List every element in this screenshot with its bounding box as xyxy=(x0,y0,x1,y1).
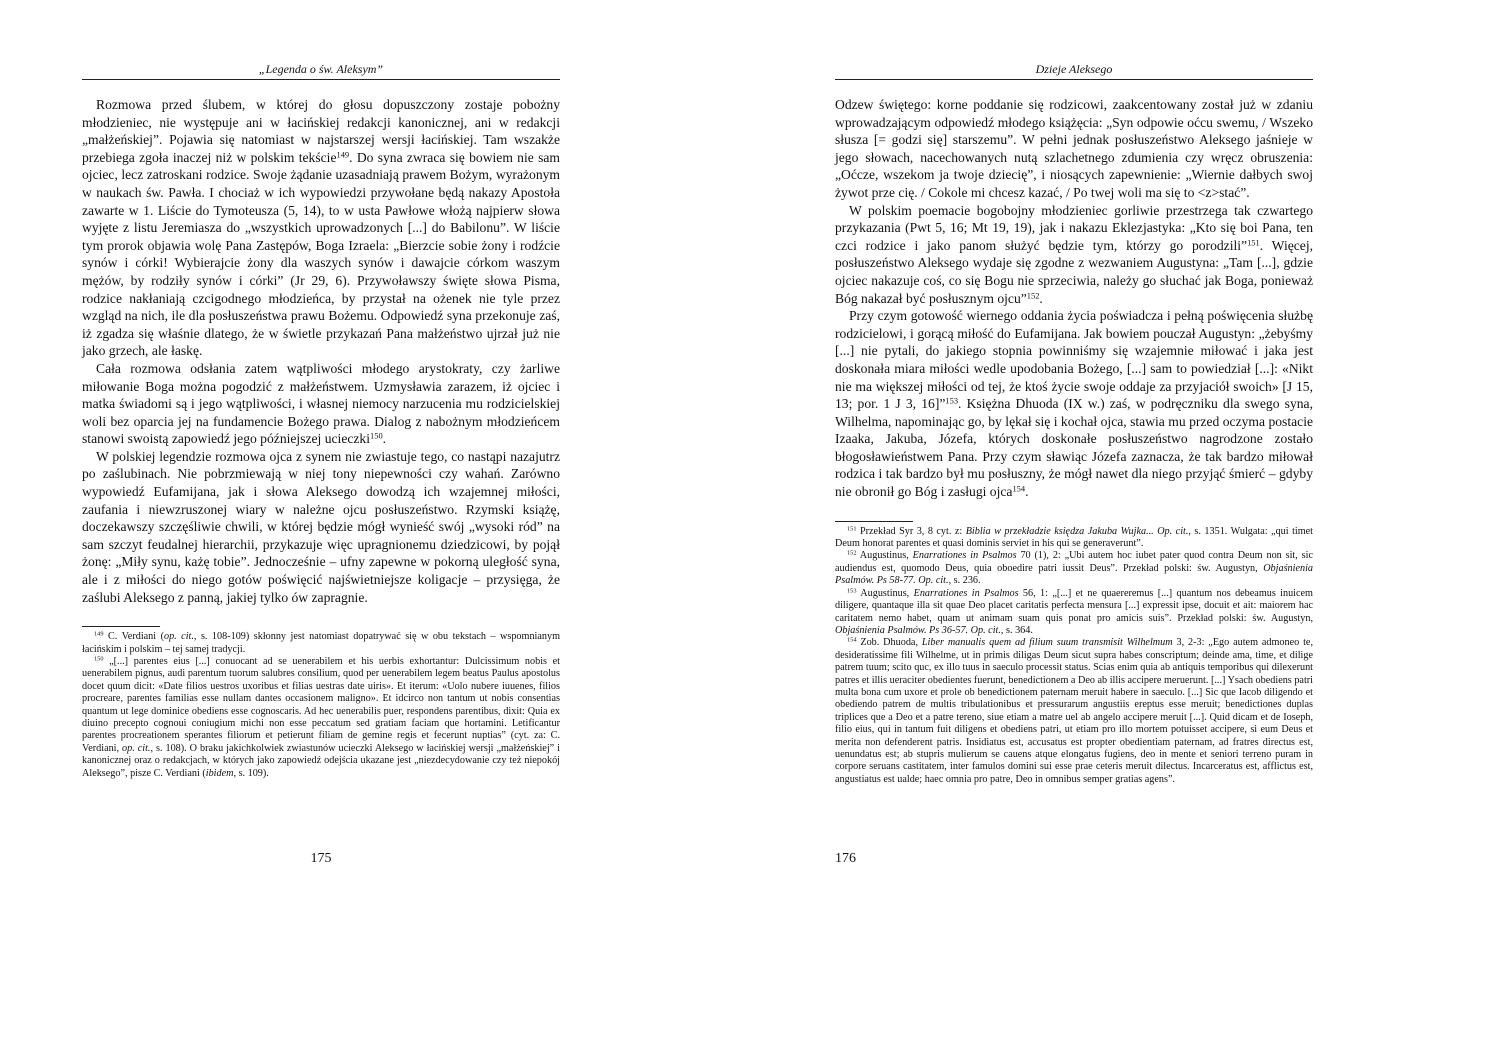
text-run: , s. 108). O braku jakichkolwiek zwiastunów ucieczki Aleksego w łacińskiej wersji „małżeńskiej” i kanonicznej oraz o redakcjach, w których jako zapowiedź odejścia ukazane jest „niezdecydowanie czy też niepokój Aleksego”, pisze C. Verdiani ( xyxy=(82,742,560,779)
footnote-152 xyxy=(835,550,1313,587)
text-run: , s. 109). xyxy=(233,767,269,779)
italic-run: op. cit. xyxy=(163,631,194,643)
italic-run: Liber manualis quem ad filium suum transmisit Wilhelmum xyxy=(921,637,1173,649)
text-run: Odzew świętego: korne poddanie się rodzicowi, zaakcentowany został już w zdaniu wprowadzającym odpowiedź młodego książęcia: „Syn odpowie oćcu swemu, / Wszeko słusza [= godzi się] starszemu”. W pełni jednak posłuszeństwo Aleksego jaśnieje w jego słowach, nacechowanych nutą szlachetnego zdumienia czy wręcz obruszenia: „Oćcze, wszekom ja twoje dziecię”, i niosących zapewnienie: „Wiernie dałbych swoj żywot prze cię. / Cokole mi chcesz kazać, / Po twej woli ma się to <z>stać”. xyxy=(835,97,1313,200)
text-run: . xyxy=(1039,290,1043,306)
footnote-150 xyxy=(82,656,560,780)
footnote-ref: 153 xyxy=(945,395,959,406)
footnotes-left xyxy=(82,631,560,780)
left-page xyxy=(82,62,560,1022)
footnote-149 xyxy=(82,631,560,656)
paragraph xyxy=(82,96,560,360)
footnote-ref: 149 xyxy=(336,149,350,160)
italic-run: Objaśnienia Psalmów. Ps 58-77. Op. cit. xyxy=(835,562,1313,587)
footnote-154 xyxy=(835,637,1313,786)
text-run: Przy czym gotowość wiernego oddania życia poświadcza i pełną poświęcenia służbę rodzicielowi, i gorącą miłość do Eufamijana. Jak bowiem pouczał Augustyn: „żebyśmy [...] nie pytali, do jakiego stopnia powinniśmy się wzajemnie miłować i jaka jest doskonała miara miłości wedle upodobania Bożego, [...] sam to powiedział [...]: «Nikt nie ma większej miłości od tej, że ktoś życie swoje oddaje za przyjaciół swoich» [J 15, 13; por. 1 J 3, 16]” xyxy=(835,308,1313,412)
running-head-left: „Legenda o św. Aleksym” xyxy=(82,62,560,80)
text-run: Cała rozmowa odsłania zatem wątpliwości młodego arystokraty, czy żarliwe miłowanie Boga można pogodzić z małżeństwem. Uzmysławia zarazem, iż ojciec i matka świadomi są i jego wątpliwości, i własnej niemocy narzucenia mu rodzicielskiej woli bez oparcia jej na fundamencie Bożego prawa. Dialog z nabożnym młodzieńcem stanowi swoistą zapowiedź jego późniejszej ucieczki xyxy=(82,360,560,447)
text-run: W polskiej legendzie rozmowa ojca z synem nie zwiastuje tego, co nastąpi nazajutrz po zaślubinach. Nie pobrzmiewają w niej tony niepewności czy wahań. Zarówno wypowiedź Eufamijana, jak i słowa Aleksego dowodzą ich wzajemnej miłości, zaufania i niewzruszonej wiary w należne ojcu posłuszeństwo. Rzymski książę, doczekawszy szczęśliwie chwili, w której będzie mógł wynieść swój „wysoki ród” na sam szczyt feudalnej hierarchii, przykazuje więc upragnionemu dziedzicowi, by pojął żonę: „Miły synu, każę tobie”. Jednocześnie – ufny zapewne w pokorną uległość syna, ale i z miłości do niego gotów poświęcić najświetniejsze koligacje – przysięga, że zaślubi Aleksego z panną, jakiej tylko ów zapragnie. xyxy=(82,448,560,605)
footnote-ref: 154 xyxy=(847,636,857,644)
page-number-left: 175 xyxy=(310,851,332,866)
text-run: . xyxy=(382,431,387,447)
text-run: . Więcej, posłuszeństwo Aleksego wydaje się zgodne z wezwaniem Augustyna: „Tam [...], gdzie ojciec nakazuje coś, co się Bogu nie sprzeciwia, należy go słuchać jak Boga, ponieważ Bóg nakazał być posłusznym ojcu” xyxy=(835,237,1314,306)
paragraph xyxy=(835,307,1313,501)
paragraph xyxy=(835,202,1313,308)
text-run: 3, 2-3: „Ego autem admoneo te, desideratissime fili Wilhelme, ut in primis diligas Deum sicut supra habes conscriptum; deinde ama, time, et dilige patrem tuum; scito quc, ex illo tuus in saeculo processit status. Scias enim quia ab antiquis temporibus qui dilexerunt patres et illis ueraciter obedientes fuerunt, benedictionem a Deo ab illis accipere meruerunt. [...] Ysach obediens patri multa bona cum uxore et prole ob benedictionem paternam meruit habere in saeculo. [...] Sic que Iacob diligendo et obediendo patrem de multis tribulationibus et pressurarum angustiis ereptus esse meruit; benedictiones duplas triplices que a Deo et a patre tereno, siue etiam a matre uel ab angelo accipere meruit [...]. Quid dicam et de Ioseph, filio eius, qui in tantum fuit diligens et obediens patri, ut etiam pro illo mortem potuisset accipere, si eum Deus et merita non defenderent patris. Insidiatus est, accusatus est propter obedientiam paternam, ad fratres directus est, uenundatus est; ab stupris mulierum se cauens atque elongatus fugiens, deo in mente et seniori terreno puram in corpore seruans castitatem, inter famulos domini sui esse prae ceteris meruit dilectus. Incarceratus est, afflictus est, angustiatus est ualde; haec omnia pro patre, Deo in omnibus semper gratias agens”. xyxy=(835,637,1313,785)
text-run: , s. 108-109) skłonny jest natomiast dopatrywać się w obu tekstach – wspomnianym łacińskim i polskim – tej samej tradycji. xyxy=(82,631,561,655)
footnote-ref: 153 xyxy=(847,587,857,595)
italic-run: Enarrationes in Psalmos xyxy=(913,587,1019,599)
footnotes-right xyxy=(835,526,1313,787)
paragraph xyxy=(835,96,1313,202)
italic-run: op. cit. xyxy=(122,742,151,754)
footnote-153 xyxy=(835,588,1313,638)
footnote-ref: 151 xyxy=(1247,237,1260,248)
body-text-left xyxy=(82,96,560,606)
footnote-ref: 151 xyxy=(847,525,857,533)
text-run: 56, 1: „[...] et ne quaereremus [...] quantum nos debeamus inuicem diligere, quantaque illa sit quae Deo placet caritatis perfecta mensura [...] expressit ipse, docuit et ait: maiorem hac caritatem nemo habet, quam ut animam suam quis ponat pro amicis suis”. Przekład polski: św. Augustyn, xyxy=(835,587,1313,624)
text-run: C. Verdiani ( xyxy=(103,631,164,643)
text-run: . Do syna zwraca się bowiem nie sam ojciec, lecz zatroskani rodzice. Swoje żądanie uzasadniają prawem Bożym, wyrażonym w naukach św. Pawła. I chociaż w ich wypowiedzi przywołane będą nakazy Apostoła zawarte w 1. Liście do Tymoteusza (5, 14), to w usta Pawłowe włożą najpierw słowa wyjęte z listu Jeremiasza do „wszystkich uprowadzonych [...] do Babilonu”. W liście tym prorok objawia wolę Pana Zastępów, Boga Izraela: „Bierzcie sobie żony i rodźcie synów i córki! Wybierajcie żony dla waszych synów i dawajcie córkom waszym mężów, by rodziły synów i córki” (Jr 29, 6). Przywoławszy święte słowa Pisma, rodzice nakłaniają czcigodnego młodzieńca, by przystał na ożenek nie tyle przez wzgląd na nich, ile dla posłuszeństwa prawu Bożemu. Odpowiedź syna przekonuje zaś, iż zgadza się właśnie dlatego, że w świetle przykazań Pana małżeństwo ujrzał już nie jako grzech, ale łaskę. xyxy=(82,149,560,359)
italic-run: Objaśnienia Psalmów. Ps 36-57. Op. cit. xyxy=(835,624,1001,636)
italic-run: ibidem xyxy=(205,767,234,779)
text-run: Augustinus, xyxy=(856,587,914,599)
text-run: Augustinus, xyxy=(856,550,913,562)
italic-run: Biblia w przekładzie księdza Jakuba Wujka... Op. cit. xyxy=(965,525,1189,537)
footnote-rule xyxy=(835,521,913,522)
text-run: 70 (1), 2: „Ubi autem hoc iubet pater quod contra Deum non sit, sic audiendus est, quomodo Deus, quia oboedire patri iussit Deus”. Przekład polski: św. Augustyn, xyxy=(835,550,1313,574)
text-run: W polskim poemacie bogobojny młodzieniec gorliwie przestrzega tak czwartego przykazania (Pwt 5, 16; Mt 19, 19), jak i nakazu Eklezjastyka: „Kto się boi Pana, ten czci rodzice i jako panom służyć będzie tym, którzy go porodzili” xyxy=(835,202,1313,253)
footnote-ref: 150 xyxy=(94,655,104,663)
body-text-right xyxy=(835,96,1313,501)
text-run: . Księżna Dhuoda (IX w.) zaś, w podręczniku dla swego syna, Wilhelma, napominając go, by lękał się i kochał ojca, stawia mu przed oczyma postacie Izaaka, Jakuba, Józefa, których doskonałe posłuszeństwo nagrodzone zostało błogosławieństwem Pana. Przy czym sławiąc Józefa zaznacza, że tak bardzo miłował rodzica i tak bardzo był mu posłuszny, że mógł nawet dla niego przyjąć śmierć – gdyby nie obronił go Bóg i zasługi ojca xyxy=(835,396,1313,500)
text-run: . xyxy=(1025,484,1029,500)
footnote-151 xyxy=(835,526,1313,551)
right-page xyxy=(835,62,1313,1022)
text-run: , s. 1351. Wulgata: „qui timet Deum honorat parentes et quasi dominis serviet in his qui se generaverunt”. xyxy=(835,525,1314,550)
text-run: , s. 236. xyxy=(948,575,981,587)
text-run: „[...] parentes eius [...] conuocant ad se uenerabilem et his uerbis exhortantur: Dulcissimum nobis et uenerabilem pignus, audi parentum tuorum salubres consilium, quod per uenerabilem legem beatus Paulus apostolus docet quum dicit: «Date filios uestros uxoribus et filias uestras date uiris». Et iterum: «Uolo nubere iuuenes, filios procreare, parentes familias esse nullam dantes occasionem maligno». Et idcirco non tantum ut nobis consentias quantum ut lege dominice obediens esse cognoscaris. Ad hec uenerabilis puer, respondens parentibus, dixit: Quia ex diuino precepto cognoui coniugium michi non esse peccatum sed gratiam faciam que hortamini. Letificantur parentes procreationem sperantes filiorum et petierunt filiam de gemine regis et fecerunt nuptias” (cyt. za: C. Verdiani, xyxy=(82,656,560,754)
paragraph xyxy=(82,448,560,606)
page-number-right: 176 xyxy=(835,851,856,866)
footnote-ref: 150 xyxy=(370,430,383,441)
italic-run: Enarrationes in Psalmos xyxy=(912,550,1017,562)
footnote-rule xyxy=(82,626,160,627)
running-head-right: Dzieje Aleksego xyxy=(835,62,1313,80)
text-run: Zob. Dhuoda, xyxy=(856,637,922,649)
footnote-ref: 154 xyxy=(1012,483,1026,494)
footnote-ref: 152 xyxy=(1026,289,1040,300)
footnote-ref: 152 xyxy=(847,550,857,557)
text-run: Rozmowa przed ślubem, w której do głosu dopuszczony zostaje pobożny młodzieniec, nie występuje ani w łacińskiej redakcji kanonicznej, ani w redakcji „małżeńskiej”. Pojawia się natomiast w najstarszej wersji łacińskiej. Tam wszakże przebiega zgoła inaczej niż w polskim tekście xyxy=(82,97,560,165)
paragraph xyxy=(82,360,560,448)
footnote-ref: 149 xyxy=(94,630,104,638)
text-run: Przekład Syr 3, 8 cyt. z: xyxy=(856,525,966,537)
text-run: , s. 364. xyxy=(1000,624,1033,636)
